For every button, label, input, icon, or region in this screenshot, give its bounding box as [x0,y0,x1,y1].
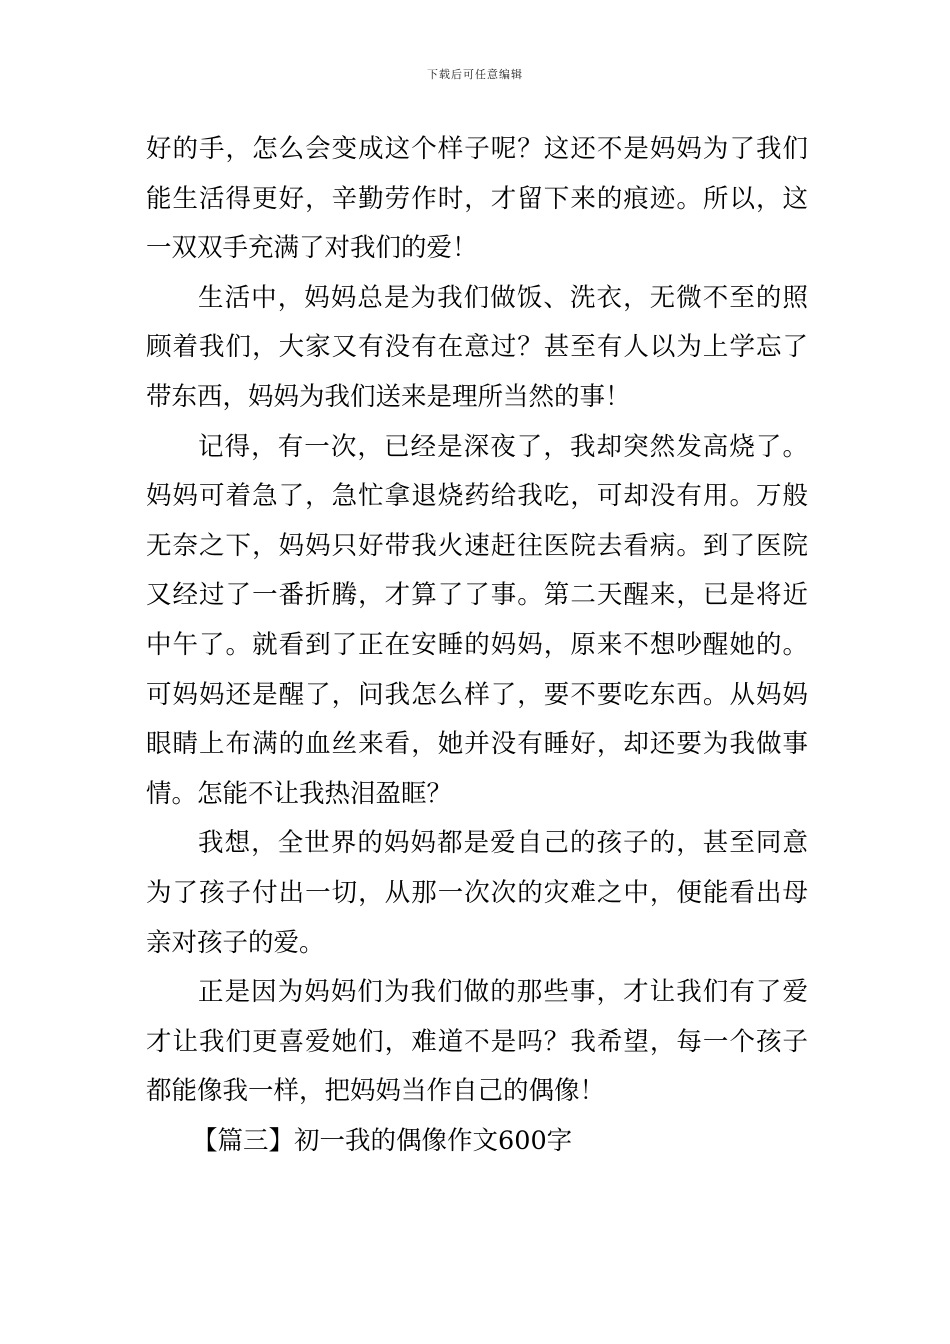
text-line: 妈妈可着急了，急忙拿退烧药给我吃，可却没有用。万般 [146,481,808,512]
paragraph [146,819,808,968]
text-line: 才让我们更喜爱她们，难道不是吗？我希望，每一个孩子 [146,1026,808,1057]
text-line: 记得，有一次，已经是深夜了，我却突然发高烧了。 [198,431,808,462]
text-line: 又经过了一番折腾，才算了了事。第二天醒来，已是将近 [146,580,808,611]
text-line: 带东西，妈妈为我们送来是理所当然的事！ [146,381,631,412]
section-heading: 【篇三】初一我的偶像作文600字 [192,1125,573,1156]
text-line: 顾着我们，大家又有没有在意过？甚至有人以为上学忘了 [146,332,808,363]
text-line: 中午了。就看到了正在安睡的妈妈，原来不想吵醒她的。 [146,629,808,660]
text-line: 情。怎能不让我热泪盈眶？ [146,778,453,809]
paragraph [146,274,808,423]
text-line: 可妈妈还是醒了，问我怎么样了，要不要吃东西。从妈妈 [146,679,808,710]
text-line: 我想，全世界的妈妈都是爱自己的孩子的，甚至同意 [198,828,808,859]
text-line: 眼睛上布满的血丝来看，她并没有睡好，却还要为我做事 [146,729,808,760]
text-line: 正是因为妈妈们为我们做的那些事，才让我们有了爱 [198,977,808,1008]
text-line: 都能像我一样，把妈妈当作自己的偶像！ [146,1076,606,1107]
text-line: 一双双手充满了对我们的爱！ [146,233,478,264]
text-line: 好的手，怎么会变成这个样子呢？这还不是妈妈为了我们 [146,134,808,164]
text-line: 为了孩子付出一切，从那一次次的灾难之中，便能看出母 [146,877,808,908]
text-line: 亲对孩子的爱。 [146,927,325,958]
text-line: 能生活得更好，辛勤劳作时，才留下来的痕迹。所以，这 [146,183,808,214]
text-line: 无奈之下，妈妈只好带我火速赶往医院去看病。到了医院 [146,530,808,561]
page-header: 下载后可任意编辑 [427,68,523,81]
paragraph [146,968,808,1117]
paragraph [146,423,808,820]
paragraph [146,125,808,274]
text-line: 生活中，妈妈总是为我们做饭、洗衣，无微不至的照 [198,282,808,313]
document-body [146,125,808,1166]
